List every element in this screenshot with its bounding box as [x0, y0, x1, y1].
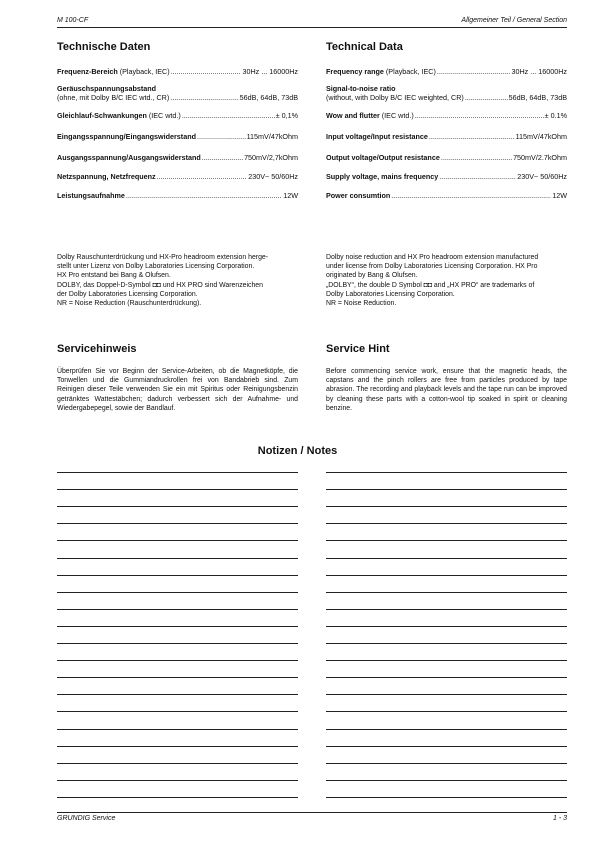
notes-line-left	[57, 780, 298, 781]
notes-line-left	[57, 694, 298, 695]
german-service-text: Überprüfen Sie vor Beginn der Service-Arbeiten, ob die Magnetköpfe, die Tonwellen und die Gummiandruckrollen frei von Bandabrieb sind. Zum Reinigen dieser Teile verwenden Sie ein mit Spiritus oder Reinigungsbenzin getränktes Wattestäbchen; dadurch verbessert sich der Aufnahme- und Wiedergabepegel, sowie der Bandlauf.	[57, 368, 298, 412]
notes-line-right	[326, 711, 567, 712]
english-spec-power: Power consumtion ..... 12W	[326, 191, 567, 200]
notes-line-right	[326, 780, 567, 781]
notes-line-left	[57, 540, 298, 541]
notes-line-left	[57, 643, 298, 644]
english-spec-supply: Supply voltage, mains frequency ..... 230V~ 50/60Hz	[326, 172, 567, 181]
german-spec-wow: Gleichlauf-Schwankungen (IEC wtd.) ..... ± 0,1%	[57, 111, 298, 120]
header-left: M 100-CF	[57, 17, 89, 24]
notes-line-right	[326, 540, 567, 541]
english-title: Technical Data	[326, 41, 403, 53]
notes-line-left	[57, 472, 298, 473]
english-spec-input: Input voltage/Input resistance ..... 115mV/47kOhm	[326, 132, 567, 141]
notes-title: Notizen / Notes	[257, 445, 338, 457]
footer-left: GRUNDIG Service	[57, 815, 116, 822]
notes-line-right	[326, 609, 567, 610]
notes-line-left	[57, 797, 298, 798]
footer-rule	[57, 812, 567, 813]
notes-line-left	[57, 489, 298, 490]
notes-line-right	[326, 763, 567, 764]
german-spec-frequency: Frequenz-Bereich (Playback, IEC) ..... 30Hz ... 16000Hz	[57, 67, 298, 76]
notes-line-left	[57, 626, 298, 627]
english-service-text: Before commencing service work, ensure that the magnetic heads, the capstans and the pinch rollers are free from particles produced by tape abrasion. The recording and playback levels and the tape run can be improved by cleaning these parts with a cotton-wool tip soaked in spirit or cleaning benzine.	[326, 368, 567, 412]
notes-line-right	[326, 489, 567, 490]
notes-line-left	[57, 711, 298, 712]
german-dolby-text: Dolby Rauschunterdrückung und HX-Pro headroom extension herge- stellt unter Lizenz von Dolby Laboratories Licensing Corporation. HX Pro entstand bei Bang & Olufsen. DOLBY, das Doppel-D-Symbol ◘◘ und HX PRO sind Warenzeichen der Dolby Laboratories Licensing Corporation. NR = Noise Reduction (Rauschunterdrückung).	[57, 254, 269, 308]
notes-line-right	[326, 729, 567, 730]
german-spec-power: Leistungsaufnahme ..... 12W	[57, 191, 298, 200]
german-service-title: Servicehinweis	[57, 343, 137, 355]
english-spec-output: Output voltage/Output resistance ..... 750mV/2.7kOhm	[326, 153, 567, 162]
german-spec-snr: Geräuschspannungsabstand (ohne, mit Dolby B/C IEC wtd., CR) ..... 56dB, 64dB, 73dB	[57, 84, 298, 102]
english-service-title: Service Hint	[326, 343, 390, 355]
notes-line-right	[326, 472, 567, 473]
header-rule	[57, 27, 567, 28]
notes-line-left	[57, 763, 298, 764]
notes-line-left	[57, 575, 298, 576]
english-dolby-text: Dolby noise reduction and HX Pro headroom extension manufactured under license from Dolby Laboratories Licensing Corporation. HX Pro originated by Bang & Olufsen. „DOLBY“, the double D Symbol ◘◘ and „HX PRO“ are trademarks of Dolby Laboratories Licensing Corporation. NR = Noise Reduction.	[326, 254, 539, 308]
german-spec-supply: Netzspannung, Netzfrequenz ..... 230V~ 50/60Hz	[57, 172, 298, 181]
notes-line-left	[57, 558, 298, 559]
notes-line-right	[326, 592, 567, 593]
german-spec-output: Ausgangsspannung/Ausgangswiderstand ..... 750mV/2,7kOhm	[57, 153, 298, 162]
notes-line-right	[326, 746, 567, 747]
footer-right: 1 - 3	[552, 815, 567, 822]
english-spec-wow: Wow and flutter (IEC wtd.) ..... ± 0.1%	[326, 111, 567, 120]
notes-line-left	[57, 729, 298, 730]
english-spec-frequency: Frequency range (Playback, IEC) ..... 30Hz ... 16000Hz	[326, 67, 567, 76]
notes-line-left	[57, 609, 298, 610]
notes-line-right	[326, 506, 567, 507]
german-title: Technische Daten	[57, 41, 151, 53]
notes-line-right	[326, 677, 567, 678]
notes-line-right	[326, 558, 567, 559]
notes-line-right	[326, 626, 567, 627]
notes-line-right	[326, 797, 567, 798]
english-spec-snr: Signal-to-noise ratio (without, with Dolby B/C IEC weighted, CR) ..... 56dB, 64dB, 73dB	[326, 84, 567, 102]
notes-line-left	[57, 523, 298, 524]
german-spec-input: Eingangsspannung/Eingangswiderstand ..... 115mV/47kOhm	[57, 132, 298, 141]
notes-line-right	[326, 660, 567, 661]
header-right: Allgemeiner Teil / General Section	[461, 17, 567, 24]
notes-line-left	[57, 506, 298, 507]
notes-line-left	[57, 660, 298, 661]
notes-line-right	[326, 643, 567, 644]
notes-line-right	[326, 694, 567, 695]
notes-line-right	[326, 523, 567, 524]
notes-line-left	[57, 592, 298, 593]
notes-line-right	[326, 575, 567, 576]
notes-line-left	[57, 746, 298, 747]
notes-line-left	[57, 677, 298, 678]
